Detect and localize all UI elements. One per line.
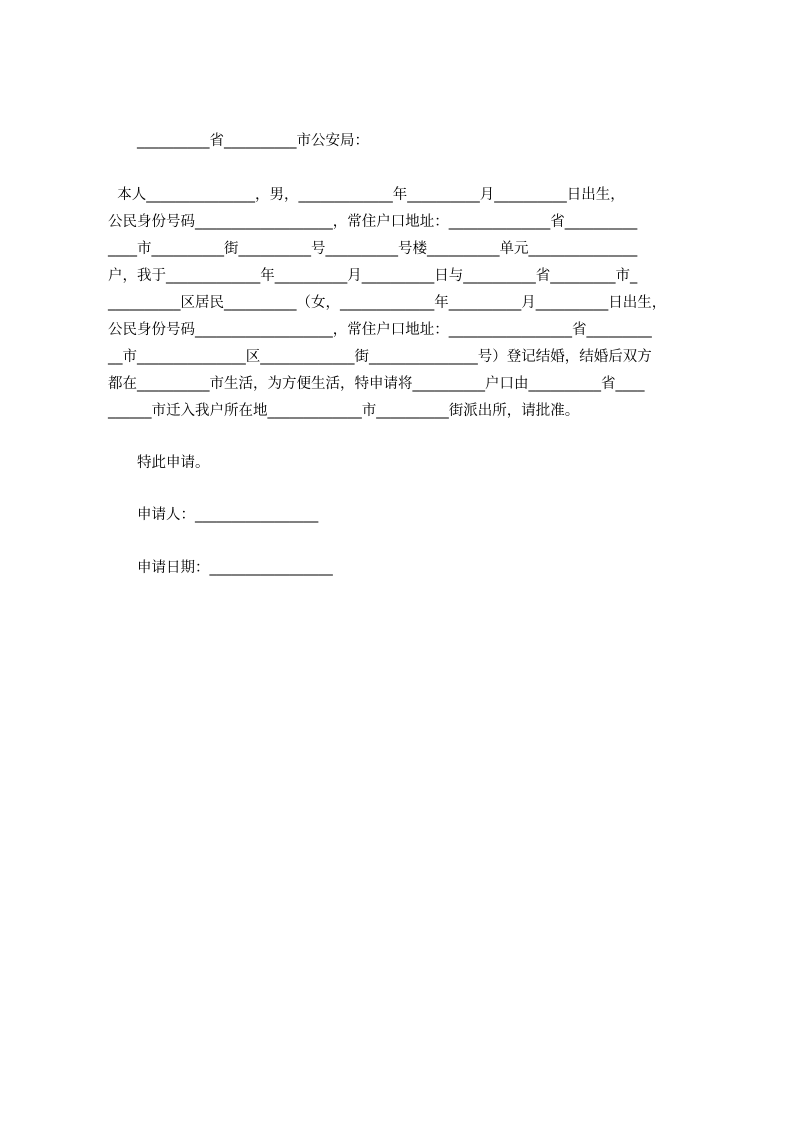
body-line-2: 公民身份号码___________________，常住户口地址：______________省__________ [108, 214, 638, 230]
body-line-8: 都在__________市生活，为方便生活，特申请将__________户口由__________省____ [108, 376, 645, 392]
body-line-7: __市_______________区_____________街_______________号）登记结婚，结婚后双方 [108, 349, 652, 365]
body-line-6: 公民身份号码___________________，常住户口地址：_________________省_________ [108, 322, 652, 338]
body-line-5: __________区居民__________（女，_____________年__________月__________日出生， [108, 295, 667, 311]
body-line-3: ____市__________街__________号__________号楼__________单元_______________ [108, 241, 638, 257]
closing-line: 特此申请。 [137, 455, 210, 471]
body-line-1: 本人_______________，男，_____________年__________月__________日出生， [108, 187, 625, 203]
applicant-signature-line: 申请人：_________________ [137, 507, 319, 523]
body-line-9: ______市迁入我户所在地_____________市__________街派出所，请批准。 [108, 403, 580, 419]
application-date-line: 申请日期：_________________ [137, 560, 333, 576]
body-line-4: 户，我于_____________年__________月__________日与__________省_________市_ [108, 268, 638, 284]
salutation-line: __________省__________市公安局： [137, 133, 369, 149]
